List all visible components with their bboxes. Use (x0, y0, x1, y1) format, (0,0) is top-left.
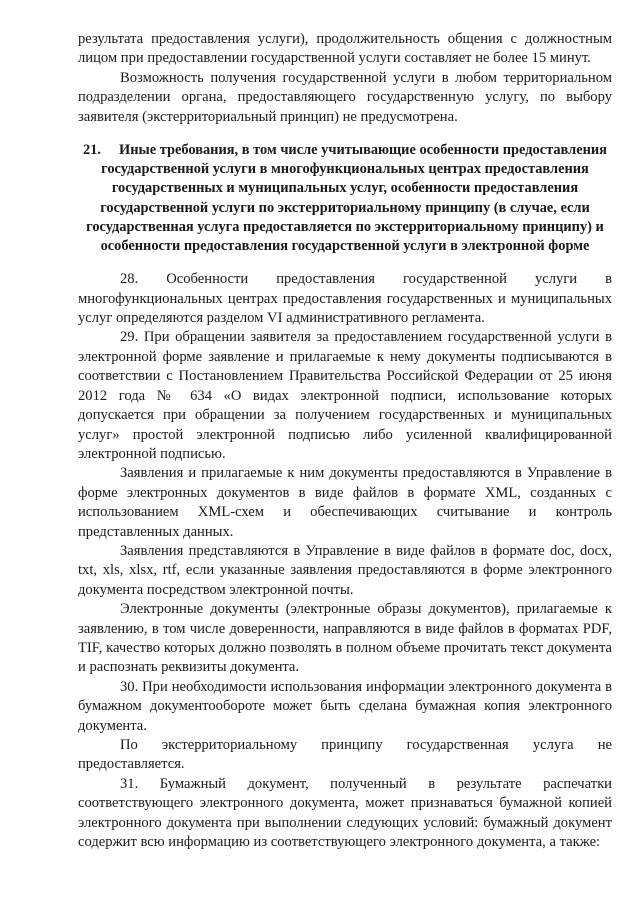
paragraph-extraterritorial-not-provided: Возможность получения государственной услуги в любом территориальном подразделении органа, предоставляющего государственную услугу, по выбору заявителя (экстерриториальный принцип) не предусмотрена. (78, 69, 612, 125)
paragraph-continuation: результата предоставления услуги), продолжительность общения с должностным лицом при предоставлении государственной услуги составляет не более 15 минут. (78, 31, 612, 67)
paragraph-xml-documents: Заявления и прилагаемые к ним документы предоставляются в Управление в форме электронных документов в виде файлов в формате XML, созданных с использованием XML-схем и обеспечивающих считывание и контроль представленных данных. (78, 465, 612, 540)
paragraph-29: 29. При обращении заявителя за предоставлением государственной услуги в электронной форме заявление и прилагаемые к нему документы подписываются в соответствии с Постановлением Правительства Российской Федерации от 25 июня 2012 года № 634 «О видах электронной подписи, использование которых допускается при обращении за получением государственных и муниципальных услуг» простой электронной подписью либо усиленной квалифицированной электронной подписью. (78, 329, 612, 462)
section-number: 21. (83, 142, 102, 159)
paragraph-28: 28. Особенности предоставления государственной услуги в многофункциональных центрах предоставления государственных и муниципальных услуг определяются разделом VI административного регламента. (78, 271, 612, 327)
paragraph-30: 30. При необходимости использования информации электронного документа в бумажном документообороте может быть сделана бумажная копия электронного документа. (78, 678, 612, 734)
section-21-heading (78, 141, 612, 256)
paragraph-email-formats: Заявления представляются в Управление в виде файлов в формате doc, docx, txt, xls, xlsx, rtf, если указанные заявления предоставляются в форме электронного документа посредством электронной почты. (78, 542, 612, 598)
section-title: Иные требования, в том числе учитывающие особенности предоставления государственной услуги в многофункциональных центрах предоставления государственных и муниципальных услуг, особенности предоставления государственной услуги по экстерриториальному принципу (в случае, если государственная услуга предоставляется по экстерриториальному принципу) и особенности предоставления государственной услуги в электронной форме (86, 142, 607, 255)
paragraph-31: 31. Бумажный документ, полученный в результате распечатки соответствующего электронного документа, может признаваться бумажной копией электронного документа при выполнении следующих условий: бумажный документ содержит всю информацию из соответствующего электронного документа, а также: (78, 775, 612, 851)
paragraph-extraterritorial: По экстерриториальному принципу государственная услуга не предоставляется. (78, 737, 612, 773)
paragraph-electronic-images: Электронные документы (электронные образы документов), прилагаемые к заявлению, в том числе доверенности, направляются в виде файлов в форматах PDF, TIF, качество которых должно позволять в полном объеме прочитать текст документа и распознать реквизиты документа. (78, 601, 612, 676)
